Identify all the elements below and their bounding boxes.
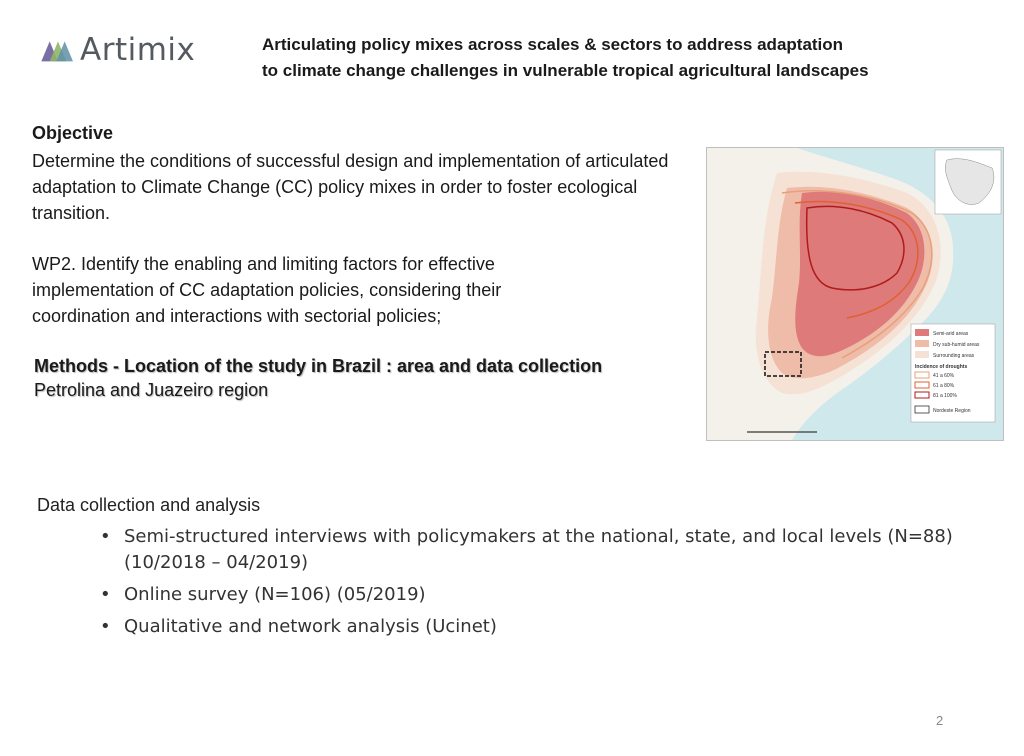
- legend-title: Incidence of droughts: [915, 364, 968, 370]
- title-line-1: Articulating policy mixes across scales & sectors to address adaptation: [262, 35, 844, 54]
- list-item: • Online survey (N=106) (05/2019): [100, 582, 1000, 608]
- page-number: 2: [936, 713, 944, 728]
- objective-heading: Objective: [32, 123, 114, 143]
- list-item: • Qualitative and network analysis (Ucinet): [100, 614, 1000, 640]
- logo-text: Artimix: [80, 32, 196, 68]
- study-area-map: [706, 147, 1004, 441]
- list-item: • Semi-structured interviews with policymakers at the national, state, and local levels (N=88) (10/2018 – 04/2019): [100, 526, 953, 573]
- bullet-icon: •: [100, 616, 111, 637]
- map-graphic: [707, 148, 1003, 440]
- legend-81-100: 81 a 100%: [933, 393, 957, 399]
- data-collection-heading: Data collection and analysis: [37, 495, 261, 515]
- bullet-icon: •: [100, 526, 111, 547]
- objective-text: Determine the conditions of successful design and implementation of articulated adaptation to Climate Change (CC) policy mixes in order to foster ecological transition.: [32, 151, 669, 223]
- data-collection-list: [100, 524, 1000, 646]
- methods-heading: Methods - Location of the study in Brazil : area and data collection: [34, 356, 603, 376]
- methods-subheading: Petrolina and Juazeiro region: [34, 380, 269, 400]
- wp2-text: WP2. Identify the enabling and limiting factors for effective implementation of CC adaptation policies, considering their coordination and interactions with sectorial policies;: [32, 254, 502, 326]
- legend-surrounding: Surrounding areas: [933, 353, 975, 359]
- legend-41-60: 41 a 60%: [933, 373, 955, 379]
- legend-semi-arid: Semi-arid areas: [933, 331, 969, 337]
- artimix-logo-icon: [38, 38, 78, 68]
- legend-dry-subhumid: Dry sub-humid areas: [933, 342, 980, 348]
- title-line-2: to climate change challenges in vulnerable tropical agricultural landscapes: [262, 61, 869, 80]
- page-title: [262, 32, 982, 84]
- legend-61-80: 61 a 80%: [933, 383, 955, 389]
- legend-nordeste: Nordeste Region: [933, 408, 971, 414]
- bullet-icon: •: [100, 584, 111, 605]
